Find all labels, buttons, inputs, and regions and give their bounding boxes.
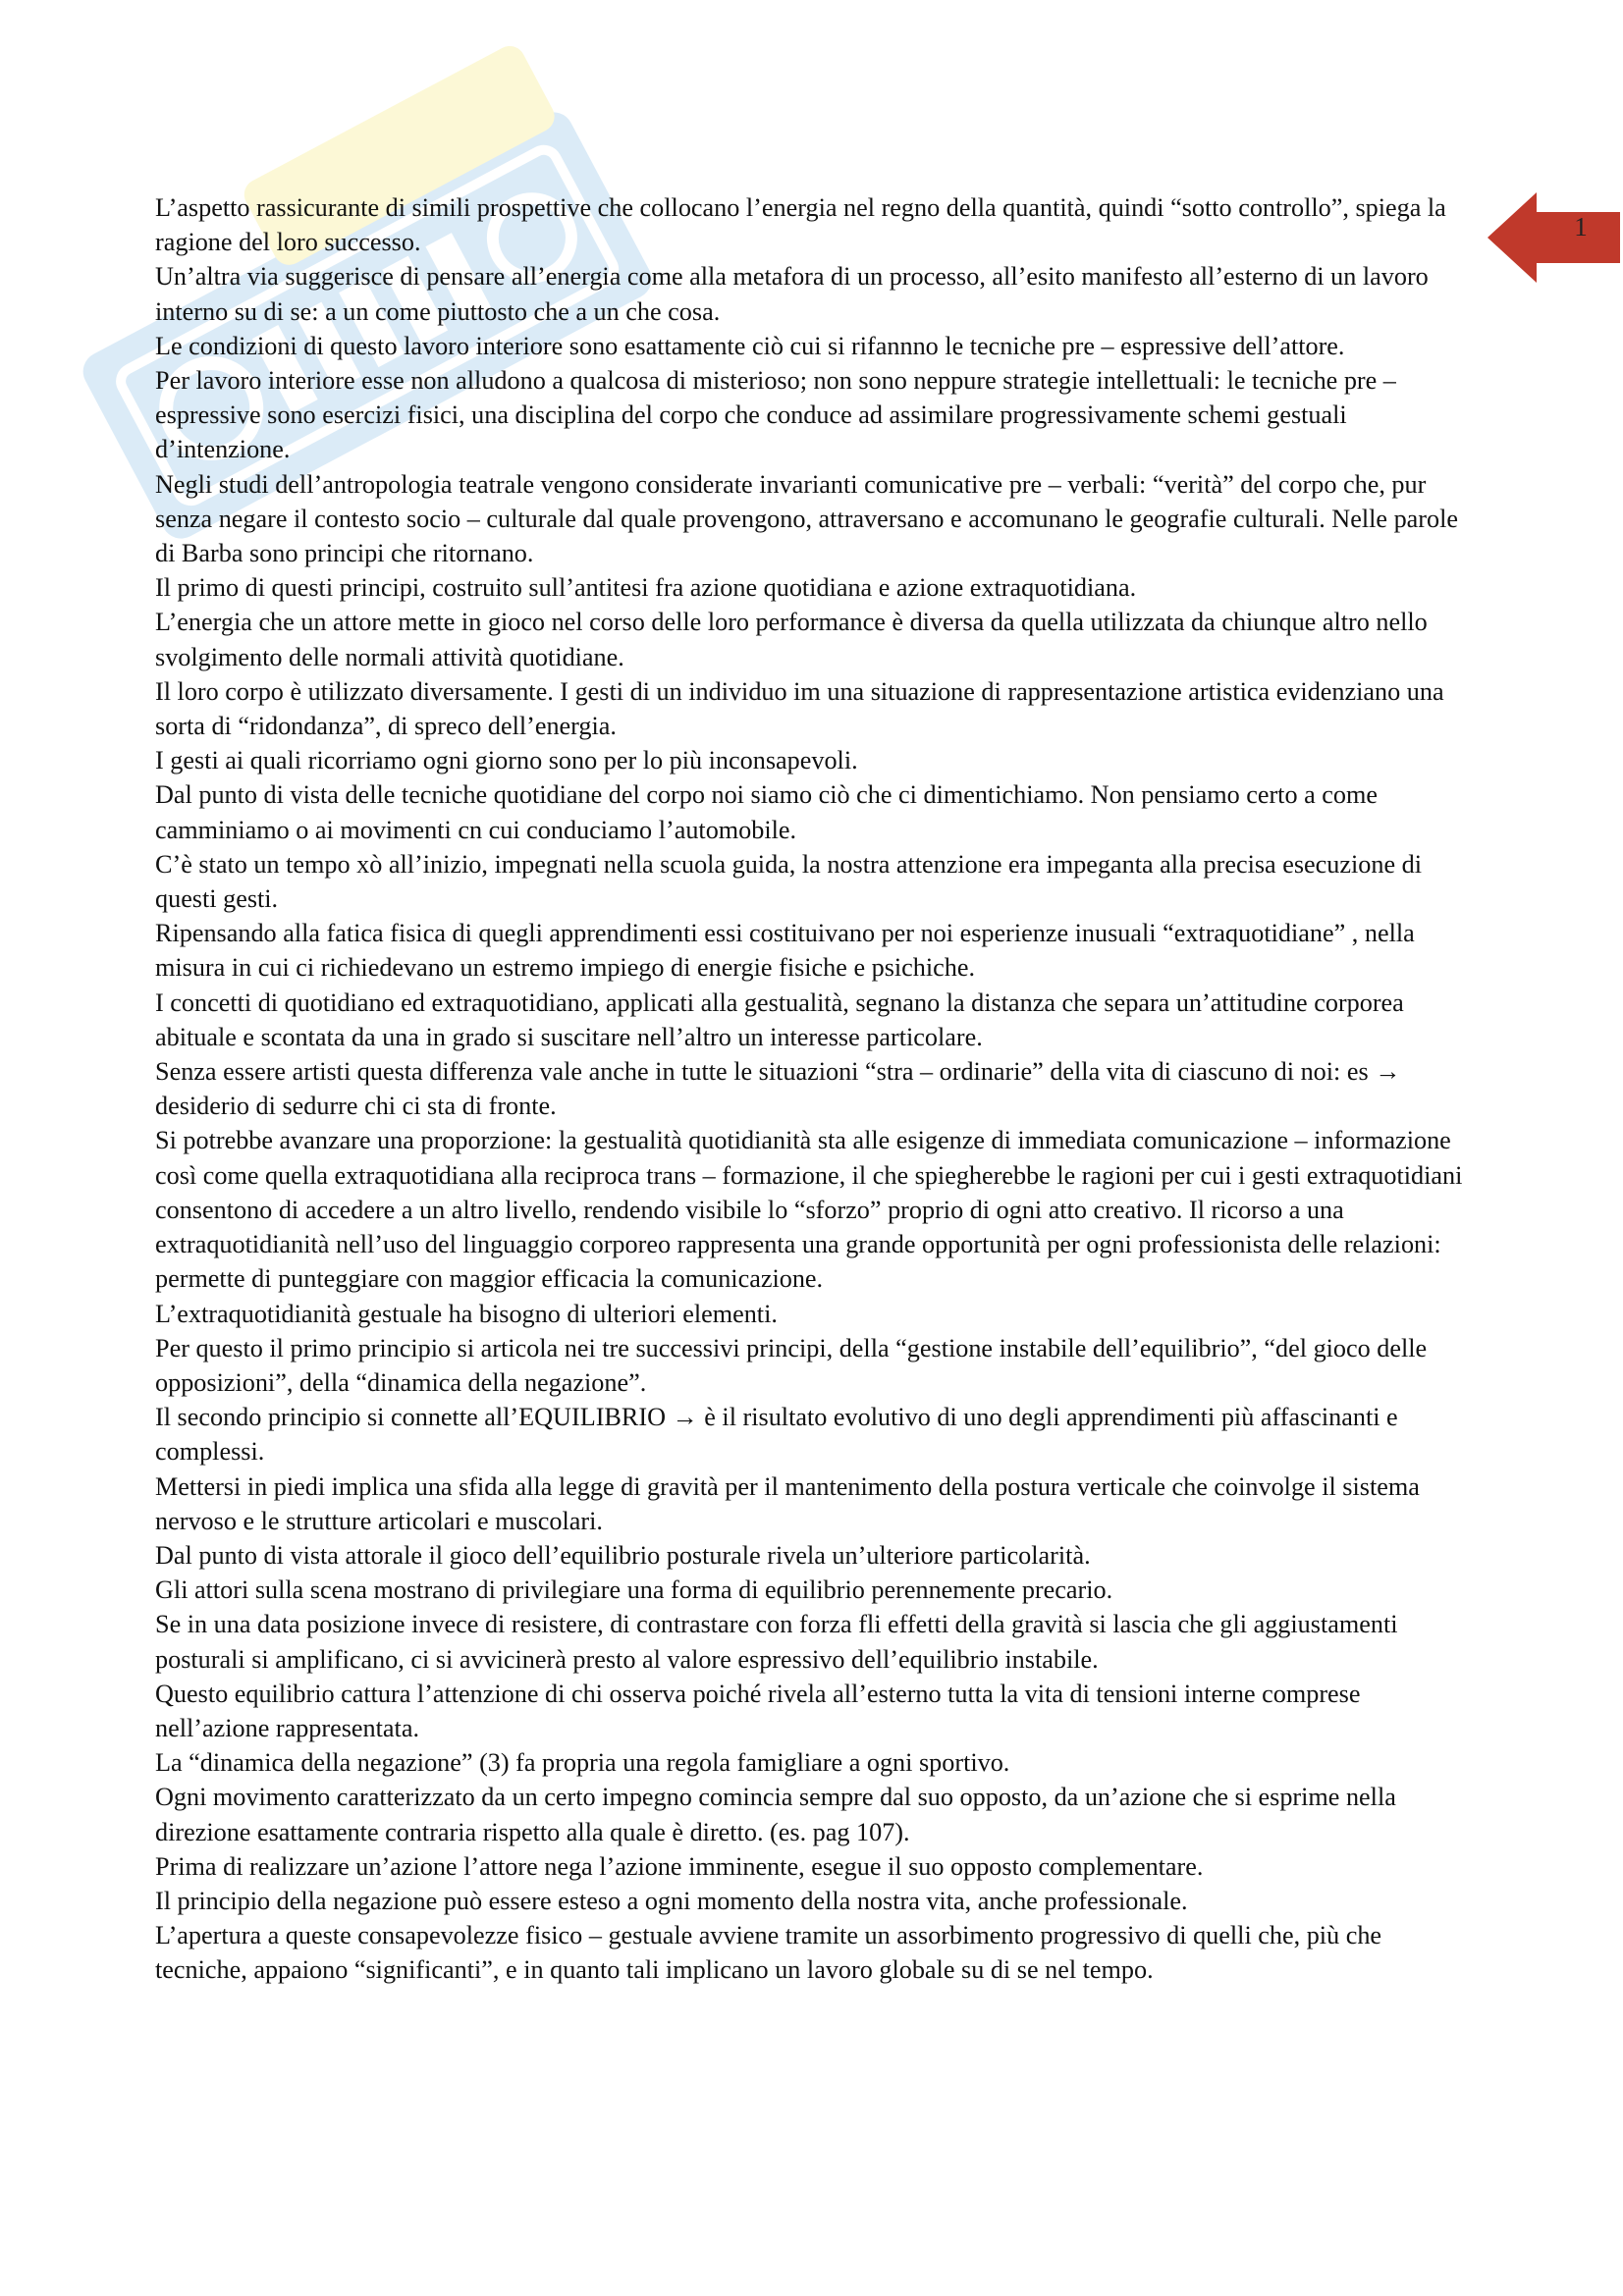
- page-number-badge: [1488, 192, 1620, 283]
- paragraph: Dal punto di vista attorale il gioco dell’equilibrio posturale rivela un’ulteriore particolarità.: [155, 1540, 1091, 1570]
- paragraph: Il principio della negazione può essere esteso a ogni momento della nostra vita, anche professionale.: [155, 1886, 1188, 1915]
- paragraph: Ogni movimento caratterizzato da un certo impegno comincia sempre dal suo opposto, da un’azione che si esprime nella direzione esattamente contraria rispetto alla quale è diretto. (es. pag 107).: [155, 1783, 1396, 1846]
- paragraph: Per questo il primo principio si articola nei tre successivi principi, della “gestione instabile dell’equilibrio”, “del gioco delle opposizioni”, della “dinamica della negazione”.: [155, 1333, 1428, 1397]
- page-number: 1: [1574, 212, 1588, 241]
- paragraph: I gesti ai quali ricorriamo ogni giorno sono per lo più inconsapevoli.: [155, 746, 858, 775]
- paragraph: La “dinamica della negazione” (3) fa propria una regola famigliare a ogni sportivo.: [155, 1748, 1010, 1778]
- paragraph: L’energia che un attore mette in gioco nel corso delle loro performance è diversa da quella utilizzata da chiunque altro nello svolgimento delle normali attività quotidiane.: [155, 608, 1428, 671]
- paragraph: Il loro corpo è utilizzato diversamente. I gesti di un individuo im una situazione di rappresentazione artistica evidenziano una sorta di “ridondanza”, di spreco dell’energia.: [155, 676, 1444, 741]
- paragraph: Un’altra via suggerisce di pensare all’energia come alla metafora di un processo, all’esito manifesto all’esterno di un lavoro interno su di se: a un come piuttosto che a un che cosa.: [155, 262, 1429, 326]
- paragraph: L’extraquotidianità gestuale ha bisogno di ulteriori elementi.: [155, 1299, 778, 1328]
- paragraph: Senza essere artisti questa differenza vale anche in tutte le situazioni “stra – ordinarie” della vita di ciascuno di noi: es → desiderio di sedurre chi ci sta di fronte.: [155, 1057, 1401, 1121]
- paragraph: Questo equilibrio cattura l’attenzione di chi osserva poiché rivela all’esterno tutta la vita di tensioni interne comprese nell’azione rappresentata.: [155, 1679, 1361, 1742]
- paragraph: I concetti di quotidiano ed extraquotidiano, applicati alla gestualità, segnano la distanza che separa un’attitudine corporea abituale e scontata da una in grado si suscitare nell’altro un interesse particolare.: [155, 988, 1404, 1051]
- paragraph: Prima di realizzare un’azione l’attore nega l’azione imminente, esegue il suo opposto complementare.: [155, 1851, 1204, 1881]
- paragraph: Il primo di questi principi, costruito sull’antitesi fra azione quotidiana e azione extraquotidiana.: [155, 573, 1137, 603]
- paragraph: Per lavoro interiore esse non alludono a qualcosa di misterioso; non sono neppure strategie intellettuali: le tecniche pre – espressive sono esercizi fisici, una disciplina del corpo che conduce ad assimilare progressivamente schemi gestuali d’intenzione.: [155, 366, 1396, 464]
- paragraph: L’aspetto rassicurante di simili prospettive che collocano l’energia nel regno della quantità, quindi “sotto controllo”, spiega la ragione del loro successo.: [155, 193, 1446, 257]
- paragraph: Mettersi in piedi implica una sfida alla legge di gravità per il mantenimento della postura verticale che coinvolge il sistema nervoso e le strutture articolari e muscolari.: [155, 1471, 1420, 1535]
- paragraph: Si potrebbe avanzare una proporzione: la gestualità quotidianità sta alle esigenze di immediata comunicazione – informazione così come quella extraquotidiana alla reciproca trans – formazione, il che spiegherebbe le ragioni per cui i gesti extraquotidiani consentono di accedere a un altro livello, rendendo visibile lo “sforzo” proprio di ogni atto creativo. Il ricorso a una extraquotidianità nell’uso del linguaggio corporeo rappresenta una grande opportunità per ogni professionista delle relazioni: permette di punteggiare con maggior efficacia la comunicazione.: [155, 1126, 1463, 1294]
- paragraph: Dal punto di vista delle tecniche quotidiane del corpo noi siamo ciò che ci dimentichiamo. Non pensiamo certo a come camminiamo o ai movimenti cn cui conduciamo l’automobile.: [155, 780, 1378, 844]
- paragraph: C’è stato un tempo xò all’inizio, impegnati nella scuola guida, la nostra attenzione era impeganta alla precisa esecuzione di questi gesti.: [155, 849, 1422, 914]
- paragraph: Se in una data posizione invece di resistere, di contrastare con forza fli effetti della gravità si lascia che gli aggiustamenti posturali si amplificano, ci si avvicinerà presto al valore espressivo dell’equilibrio instabile.: [155, 1610, 1398, 1674]
- paragraph: Le condizioni di questo lavoro interiore sono esattamente ciò cui si rifannno le tecniche pre – espressive dell’attore.: [155, 331, 1345, 360]
- document-body: [155, 190, 1476, 1988]
- paragraph: Il secondo principio si connette all’EQUILIBRIO → è il risultato evolutivo di uno degli apprendimenti più affascinanti e complessi.: [155, 1403, 1398, 1467]
- paragraph: Ripensando alla fatica fisica di quegli apprendimenti essi costituivano per noi esperienze inusuali “extraquotidiane” , nella misura in cui ci richiedevano un estremo impiego di energie fisiche e psichiche.: [155, 919, 1415, 983]
- paragraph: Gli attori sulla scena mostrano di privilegiare una forma di equilibrio perennemente precario.: [155, 1575, 1113, 1605]
- paragraph: L’apertura a queste consapevolezze fisico – gestuale avviene tramite un assorbimento progressivo di quelli che, più che tecniche, appaiono “significanti”, e in quanto tali implicano un lavoro globale su di se nel tempo.: [155, 1921, 1382, 1985]
- paragraph: Negli studi dell’antropologia teatrale vengono considerate invarianti comunicative pre – verbali: “verità” del corpo che, pur senza negare il contesto socio – culturale dal quale provengono, attraversano e accomunano le geografie culturali. Nelle parole di Barba sono principi che ritornano.: [155, 469, 1458, 568]
